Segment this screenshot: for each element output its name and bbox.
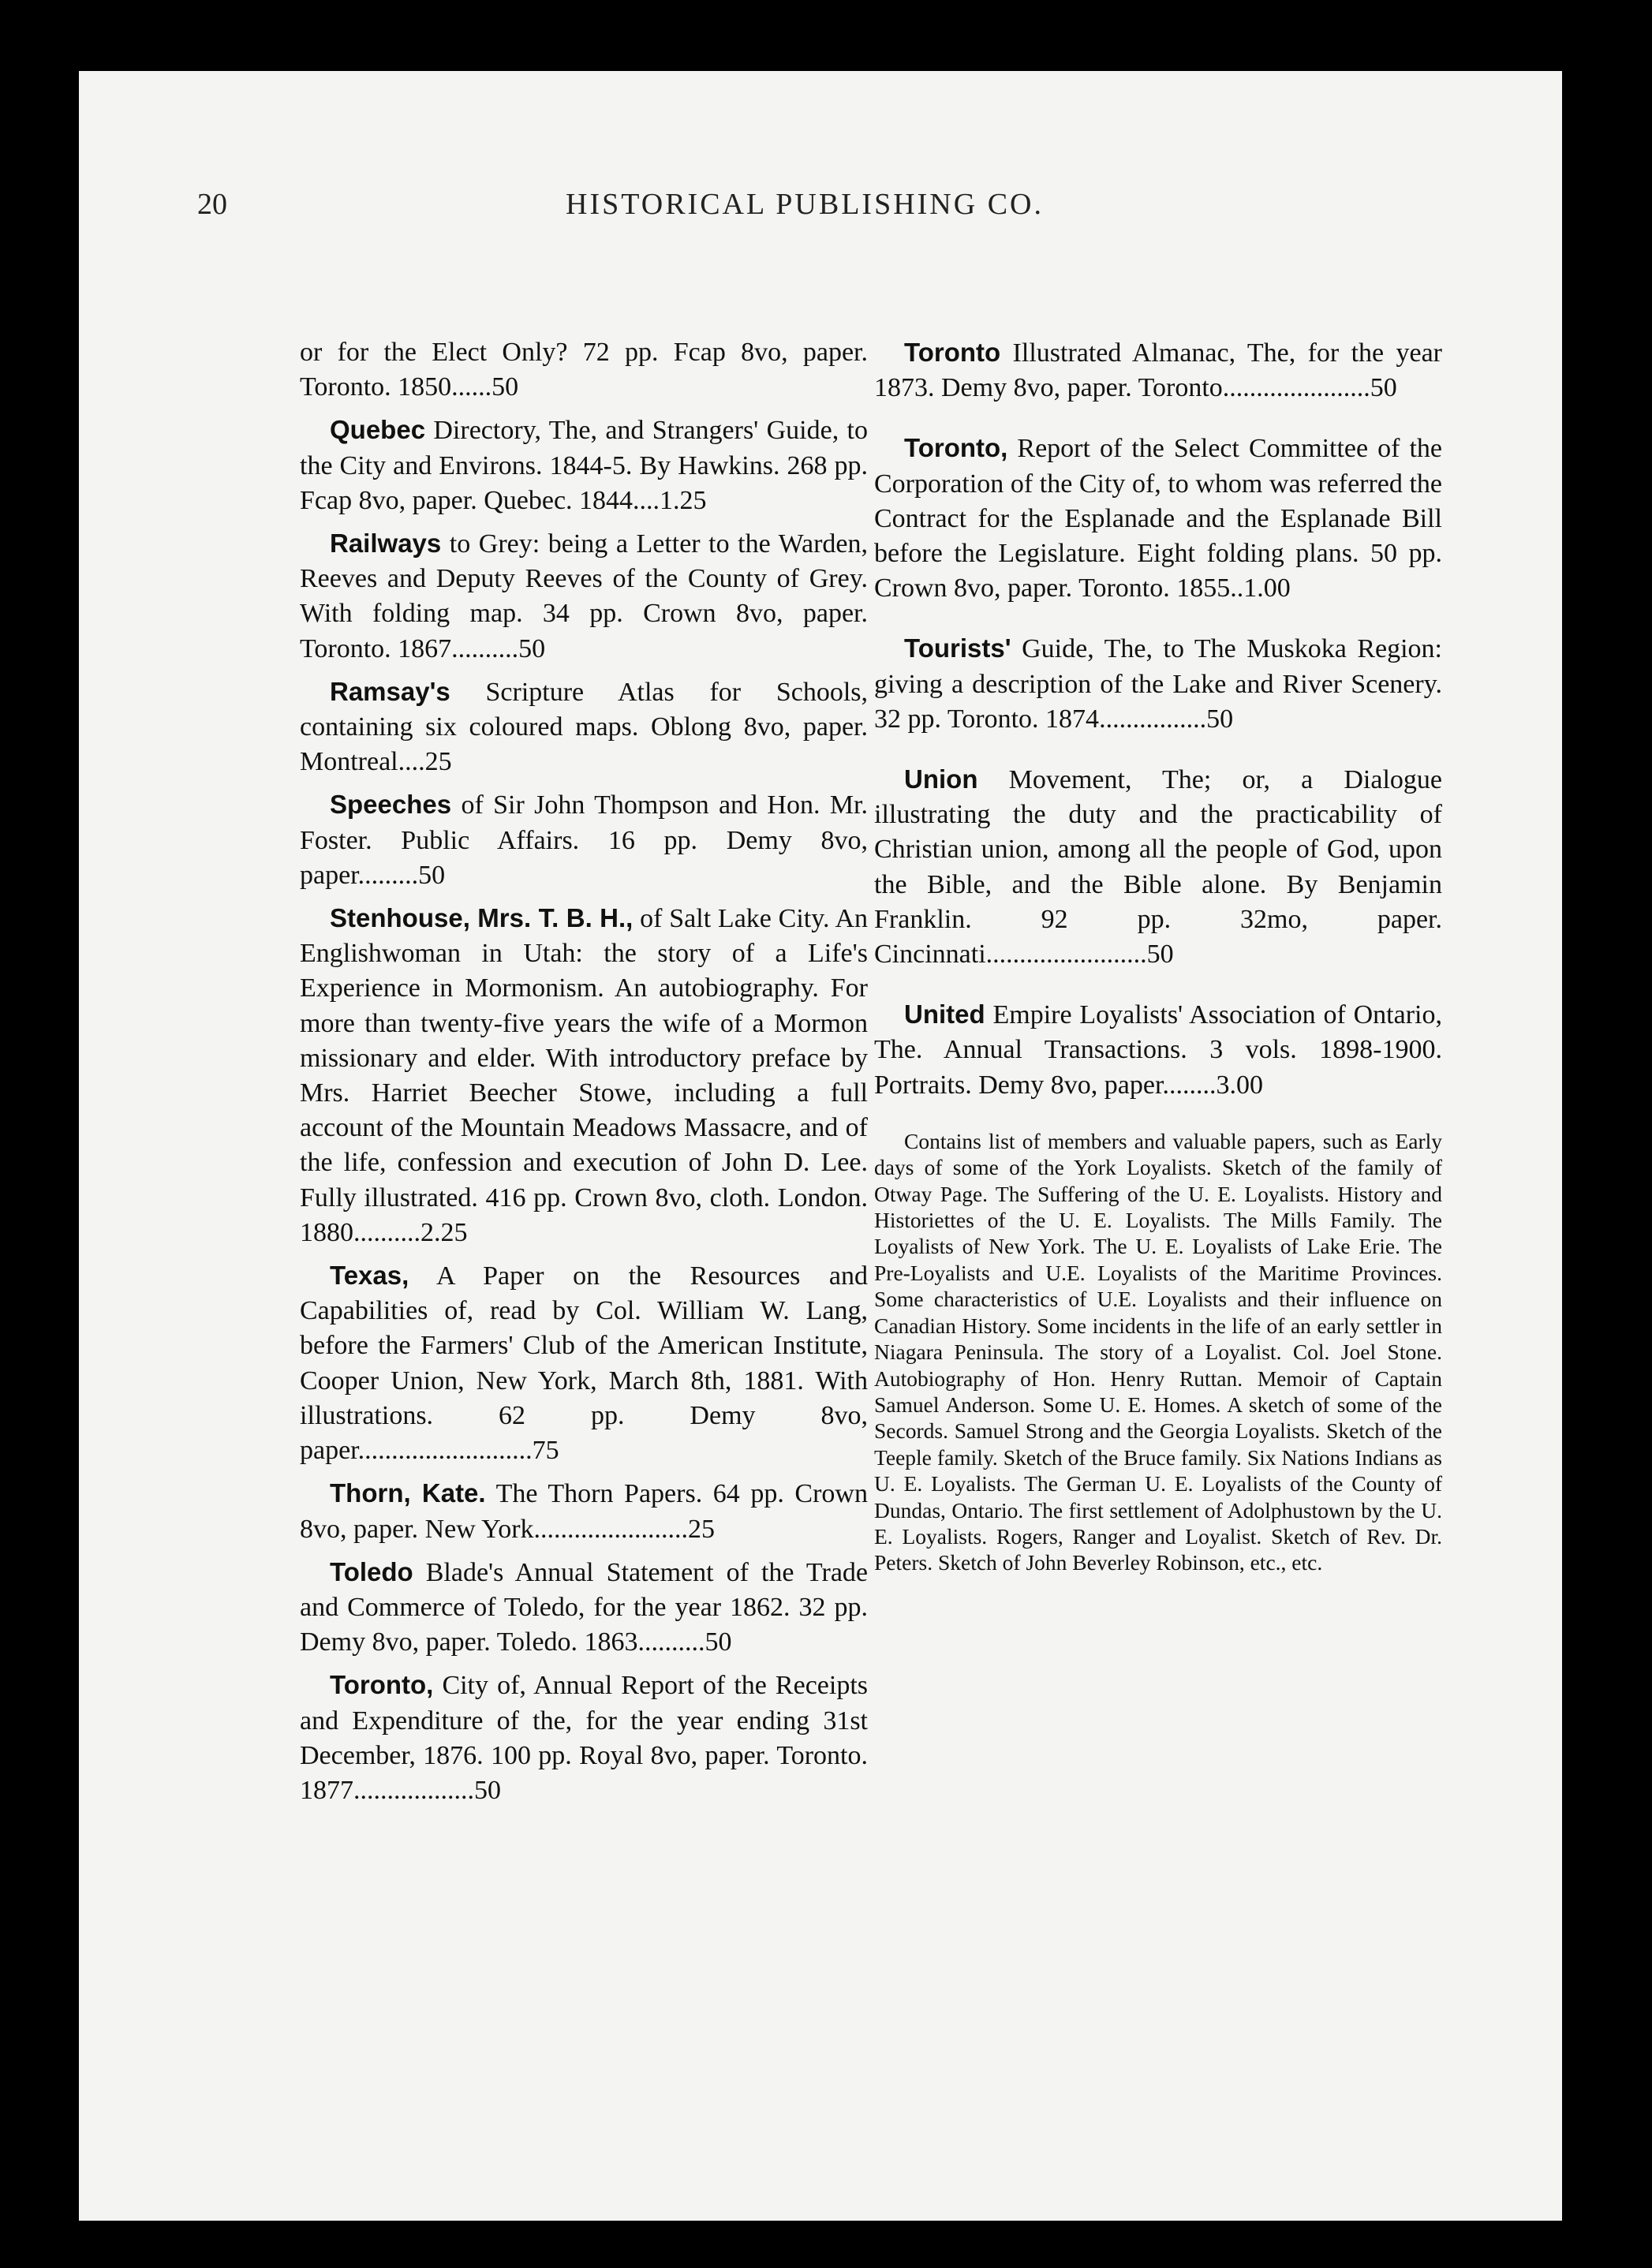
entry-text: Illustrated Almanac, The, for the year 1873. Demy 8vo, paper. Toronto [874, 338, 1442, 403]
entry-price: ..........2.25 [353, 1217, 468, 1247]
entry-text: A Paper on the Resources and Capabilities of, read by Col. William W. Lang, before the Farmers' Club of the American Institute, Cooper Union, New York, March 8th, 1881. With illustrations. 62 pp. Demy 8vo, paper [300, 1261, 868, 1466]
entry-keyword: Toronto [904, 338, 1001, 367]
catalog-entry [300, 1555, 868, 1661]
entry-price: ..........................75 [357, 1436, 559, 1466]
entry-keyword: Toledo [330, 1556, 413, 1586]
entry-text: City of, Annual Report of the Receipts and Expenditure of the, for the year ending 31st December, 1876. 100 pp. Royal 8vo, paper. Toronto. 1877 [300, 1671, 869, 1805]
entry-keyword: Quebec [330, 415, 426, 445]
entry-text: The Thorn Papers. 64 pp. Crown 8vo, paper. New York [300, 1479, 868, 1544]
entry-price: ................50 [1099, 704, 1234, 734]
entry-price: ....1.25 [633, 485, 707, 515]
entry-price: ..........50 [637, 1627, 732, 1657]
entry-price: .......................25 [533, 1514, 716, 1544]
entry-keyword: Stenhouse, Mrs. T. B. H., [330, 903, 634, 933]
entry-price: ........................50 [985, 940, 1174, 970]
catalog-entry [874, 762, 1442, 972]
catalog-entry [300, 674, 868, 780]
catalog-entry [300, 1668, 868, 1808]
running-title: HISTORICAL PUBLISHING CO. [566, 188, 1044, 221]
page-number: 20 [197, 188, 227, 221]
entry-text: of Sir John Thompson and Hon. Mr. Foster. Public Affairs. 16 pp. Demy 8vo, paper [300, 790, 868, 890]
running-head [197, 187, 1412, 234]
entry-keyword: Toronto, [904, 433, 1008, 463]
left-column [300, 335, 868, 1816]
entry-keyword: United [904, 999, 985, 1029]
catalog-entry [300, 787, 868, 893]
catalog-entry [300, 1476, 868, 1546]
entry-keyword: Toronto, [330, 1670, 434, 1700]
entry-price: ......................50 [1222, 373, 1397, 403]
entry-keyword: Union [904, 764, 978, 794]
entry-keyword: Texas, [330, 1261, 409, 1291]
entry-keyword: Railways [330, 529, 442, 559]
entry-price: ....25 [398, 747, 452, 777]
entry-price: ..........50 [451, 633, 546, 663]
entry-text: to Grey: being a Letter to the Warden, Reeves and Deputy Reeves of the County of Grey. With folding map. 34 pp. Crown 8vo, paper. Toronto. 1867 [300, 529, 868, 663]
entry-keyword: Thorn, Kate. [330, 1478, 486, 1508]
catalog-entry [874, 335, 1442, 405]
catalog-entry [300, 1258, 868, 1468]
catalog-entry [874, 997, 1442, 1103]
entry-text: of Salt Lake City. An Englishwoman in Utah: the story of a Life's Experience in Mormonism. An autobiography. For more than twenty-five years the wife of a Mormon missionary and elder. With introductory preface by Mrs. Harriet Beecher Stowe, including a full account of the Mountain Meadows Massacre, and of the life, confession and execution of John D. Lee. Fully illustrated. 416 pp. Crown 8vo, cloth. London. 1880 [300, 904, 868, 1247]
entry-text: Empire Loyalists' Association of Ontario, The. Annual Transactions. 3 vols. 1898-1900. Portraits. Demy 8vo, paper [874, 1000, 1442, 1100]
entry-keyword: Speeches [330, 790, 452, 820]
catalog-entry [300, 901, 868, 1250]
entry-keyword: Tourists' [904, 633, 1011, 663]
entry-text: Report of the Select Committee of the Corporation of the City of, to whom was referred the Contract for the Esplanade and the Esplanade Bill before the Legislature. Eight folding plans. 50 pp. Crown 8vo, paper. Toronto. 1855 [874, 434, 1443, 603]
entry-price: .........50 [357, 860, 446, 890]
entry-text: Guide, The, to The Muskoka Region: giving a description of the Lake and River Scenery. 32 pp. Toronto. 1874 [874, 634, 1442, 734]
catalog-entry [300, 335, 868, 405]
contents-note: Contains list of members and valuable papers, such as Early days of some of the York Loyalists. Sketch of the family of Otway Page. The Suffering of the U. E. Loyalists. History and Historiettes of the U. E. Loyalists. The Mills Family. The Loyalists of New York. The U. E. Loyalists of Lake Erie. The Pre-Loyalists and U.E. Loyalists of the Maritime Provinces. Some characteristics of U.E. Loyalists and their influence on Canadian History. Some incidents in the life of an early settler in Niagara Peninsula. The story of a Loyalist. Col. Joel Stone. Autobiography of Hon. Henry Ruttan. Memoir of Captain Samuel Anderson. Some U. E. Homes. A sketch of some of the Secords. Samuel Strong and the Georgia Loyalists. Sketch of the Teeple family. Sketch of the Bruce family. Six Nations Indians as U. E. Loyalists. The German U. E. Loyalists of the County of Dundas, Ontario. The first settlement of Adolphustown by the U. E. Loyalists. Rogers, Ranger and Loyalist. Sketch of Rev. Dr. Peters. Sketch of John Beverley Robinson, etc., etc. [874, 1128, 1442, 1575]
catalog-entry [874, 431, 1442, 606]
entry-price: ........3.00 [1162, 1070, 1263, 1100]
entry-price: ......50 [451, 372, 519, 402]
entry-price: ..1.00 [1230, 574, 1291, 603]
catalog-entry [300, 526, 868, 667]
right-column [874, 335, 1442, 1597]
entry-text: Scripture Atlas for Schools, containing six coloured maps. Oblong 8vo, paper. Montreal [300, 677, 869, 777]
entry-text: Blade's Annual Statement of the Trade and Commerce of Toledo, for the year 1862. 32 pp. Demy 8vo, paper. Toledo. 1863 [300, 1557, 869, 1657]
entry-text: Directory, The, and Strangers' Guide, to the City and Environs. 1844-5. By Hawkins. 268 pp. Fcap 8vo, paper. Quebec. 1844 [300, 416, 868, 515]
entry-text: or for the Elect Only? 72 pp. Fcap 8vo, paper. Toronto. 1850 [300, 338, 868, 402]
catalog-entry [874, 631, 1442, 737]
catalog-entry [300, 413, 868, 518]
entry-keyword: Ramsay's [330, 676, 450, 706]
entry-text: Movement, The; or, a Dialogue illustrating the duty and the practicability of Christian union, among all the people of God, upon the Bible, and the Bible alone. By Benjamin Franklin. 92 pp. 32mo, paper. Cincinnati [874, 765, 1442, 970]
entry-price: ..................50 [353, 1775, 501, 1805]
